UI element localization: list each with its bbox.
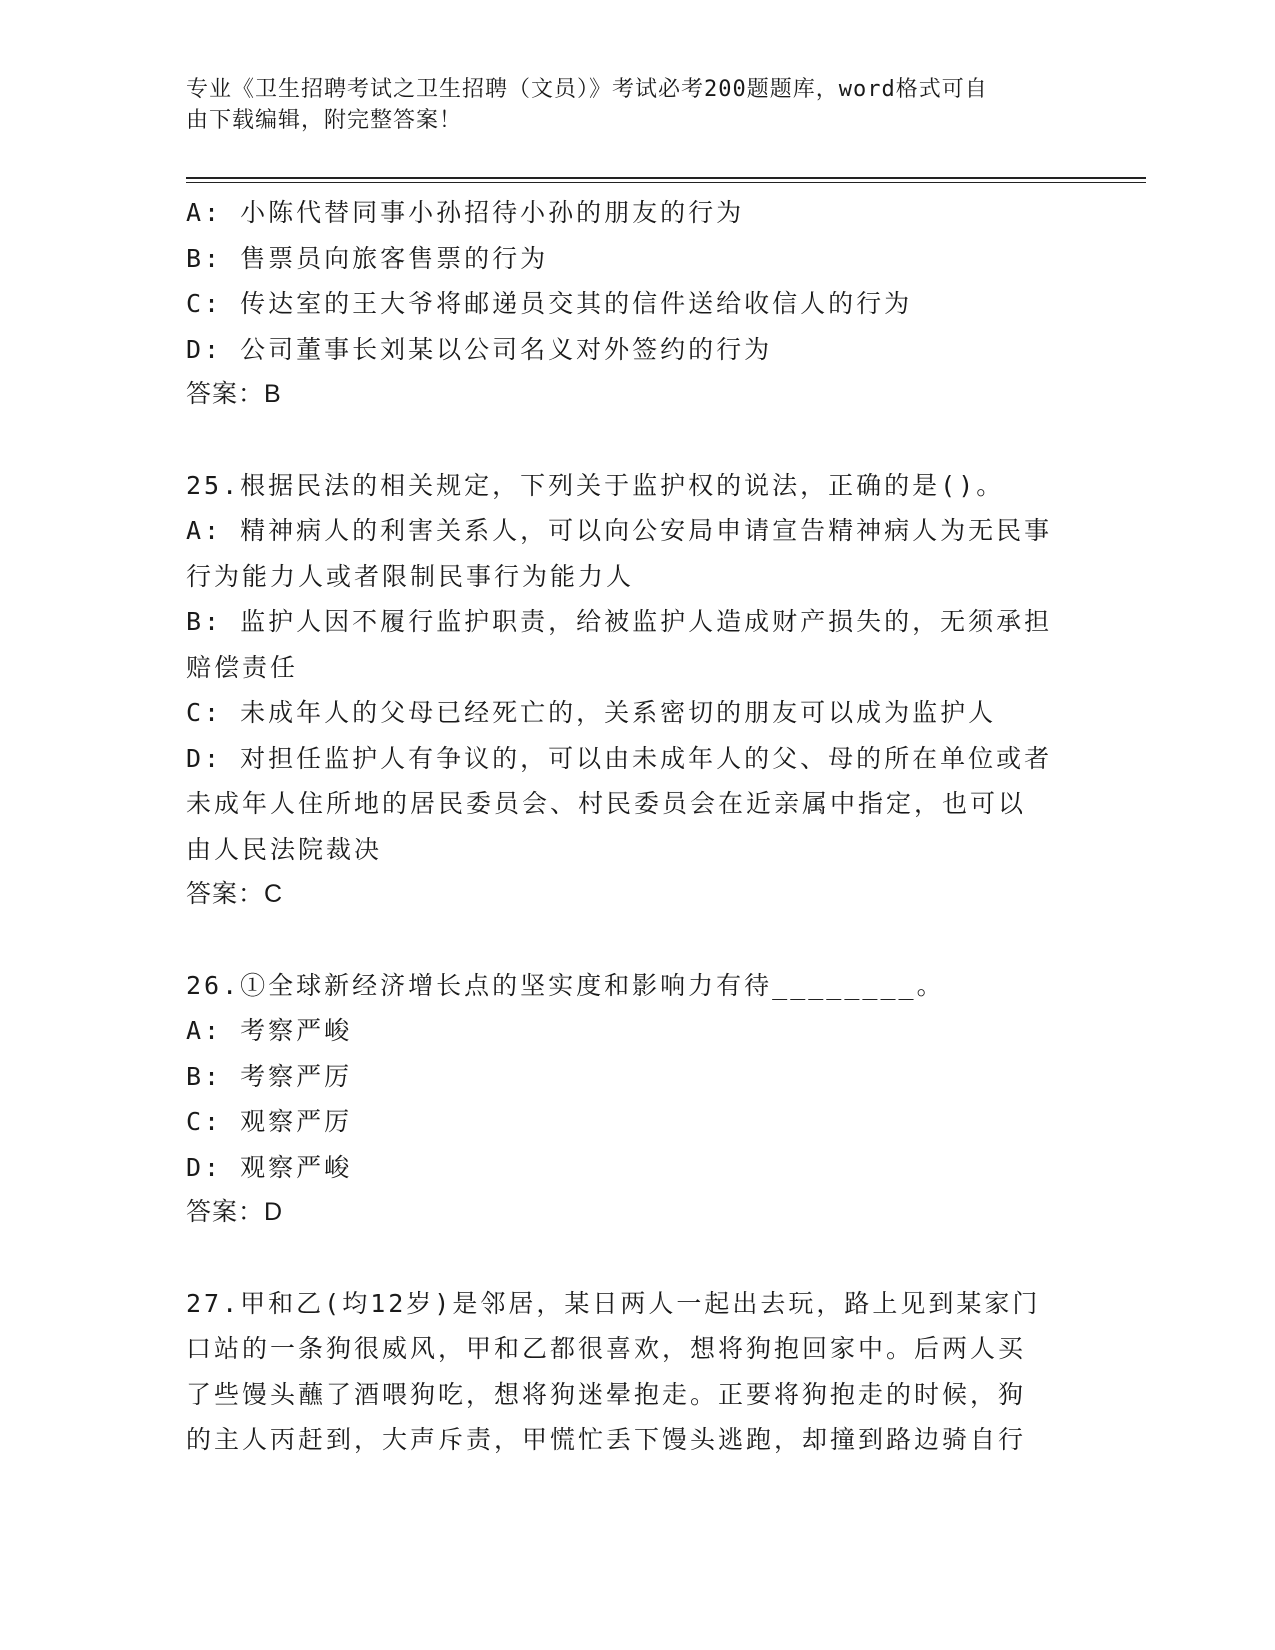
question-stem: 26.①全球新经济增长点的坚实度和影响力有待________。: [186, 970, 945, 1000]
option-a-continued: 行为能力人或者限制民事行为能力人: [186, 561, 635, 591]
question-26: [186, 963, 1066, 1236]
document-body: [186, 190, 1066, 1463]
option-c: C: 观察严厉: [186, 1107, 353, 1136]
header-line-1: 专业《卫生招聘考试之卫生招聘（文员）》考试必考200题题库，word格式可自: [186, 77, 988, 102]
option-d: D: 观察严峻: [186, 1152, 353, 1182]
option-a: A: 小陈代替同事小孙招待小孙的朋友的行为: [186, 198, 745, 227]
spacer: [186, 418, 1066, 463]
option-d: D: 公司董事长刘某以公司名义对外签约的行为: [186, 334, 773, 364]
option-b: B: 监护人因不履行监护职责，给被监护人造成财产损失的，无须承担: [186, 607, 1053, 636]
question-stem-line: 的主人丙赶到，大声斥责，甲慌忙丢下馒头逃跑，却撞到路边骑自行: [186, 1425, 1027, 1454]
answer: 答案：C: [186, 880, 284, 908]
option-b: B: 售票员向旅客售票的行为: [186, 243, 549, 273]
question-25: [186, 463, 1066, 918]
spacer: [186, 918, 1066, 963]
answer: 答案：B: [186, 380, 282, 408]
option-c: C: 未成年人的父母已经死亡的，关系密切的朋友可以成为监护人: [186, 698, 997, 727]
header-rule-thick: [186, 177, 1146, 179]
answer: 答案：D: [186, 1198, 284, 1226]
question-stem: 25.根据民法的相关规定，下列关于监护权的说法，正确的是()。: [186, 470, 1005, 500]
option-d: D: 对担任监护人有争议的，可以由未成年人的父、母的所在单位或者: [186, 743, 1053, 773]
option-c: C: 传达室的王大爷将邮递员交其的信件送给收信人的行为: [186, 289, 913, 318]
question-stem-line: 27.甲和乙(均12岁)是邻居，某日两人一起出去玩，路上见到某家门: [186, 1288, 1041, 1318]
option-d-continued: 未成年人住所地的居民委员会、村民委员会在近亲属中指定，也可以: [186, 789, 1027, 818]
option-d-continued: 由人民法院裁决: [186, 834, 383, 864]
question-stem-line: 了些馒头蘸了酒喂狗吃，想将狗迷晕抱走。正要将狗抱走的时候，狗: [186, 1379, 1027, 1409]
question-stem-line: 口站的一条狗很威风，甲和乙都很喜欢，想将狗抱回家中。后两人买: [186, 1334, 1027, 1363]
document-header: [186, 74, 1066, 136]
spacer: [186, 1236, 1066, 1281]
option-b: B: 考察严厉: [186, 1061, 353, 1091]
question-24: [186, 190, 1066, 418]
option-b-continued: 赔偿责任: [186, 652, 299, 682]
option-a: A: 精神病人的利害关系人，可以向公安局申请宣告精神病人为无民事: [186, 516, 1053, 545]
question-27: [186, 1281, 1066, 1463]
option-a: A: 考察严峻: [186, 1016, 353, 1045]
header-rule-thin: [186, 182, 1146, 183]
header-line-2: 由下载编辑，附完整答案！: [186, 108, 463, 133]
